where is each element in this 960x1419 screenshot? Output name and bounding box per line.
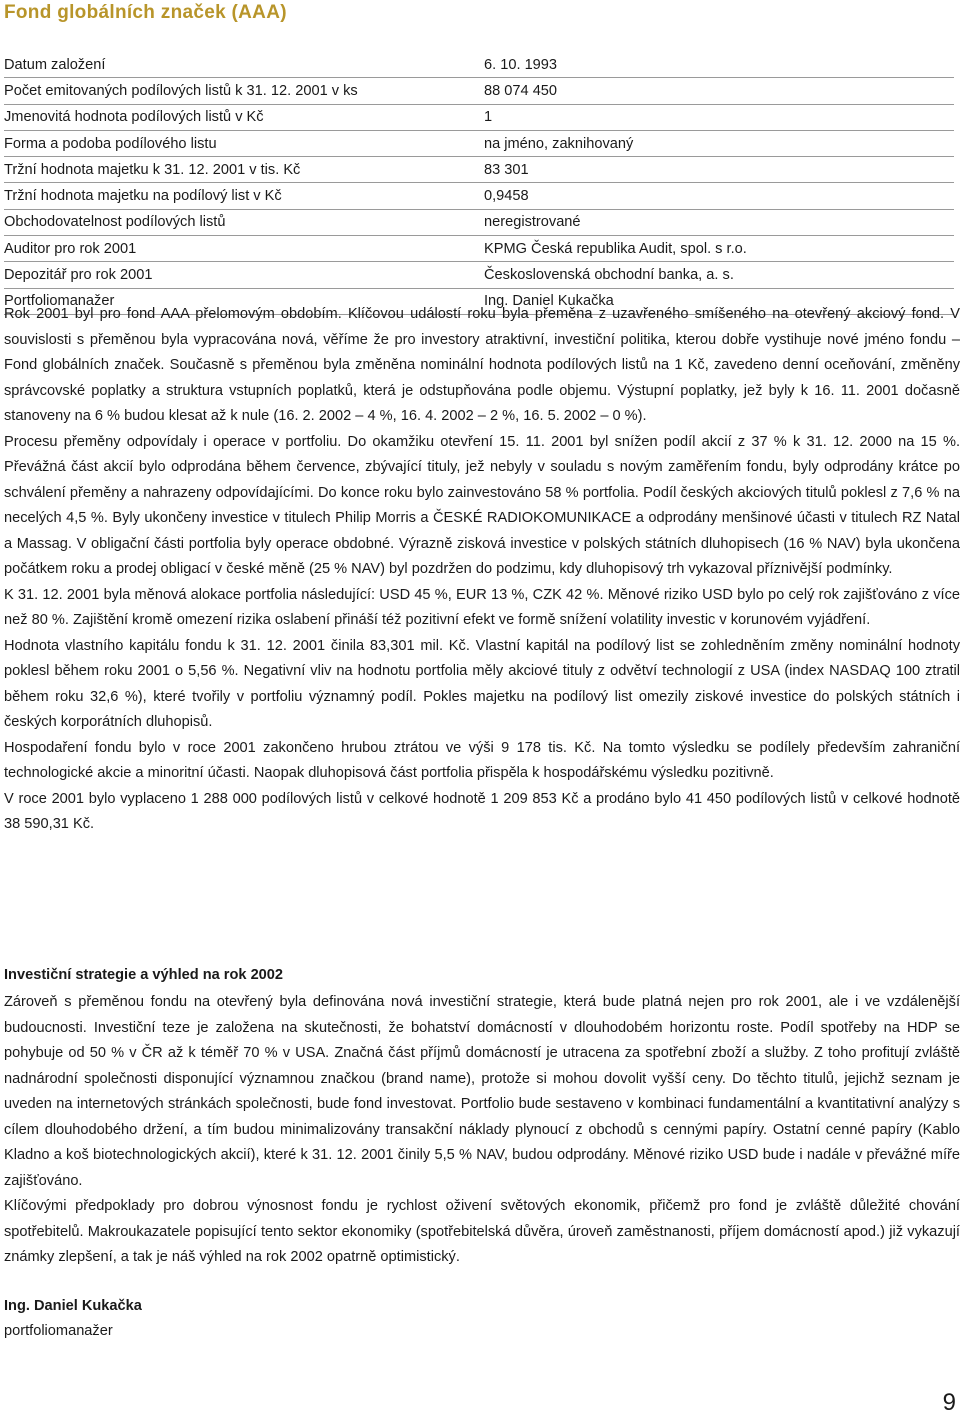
info-row [4,130,954,156]
info-label: Tržní hodnota majetku na podílový list v Kč [4,188,282,205]
page-title: Fond globálních značek (AAA) [4,2,287,23]
info-row [4,209,954,235]
strategy-body [4,990,960,1271]
report-paragraph: Hospodaření fondu bylo v roce 2001 zakončeno hrubou ztrátou ve výši 9 178 tis. Kč. Na tomto výsledku se podílely především zahraniční technologické akcie a minoritní účasti. Naopak dluhopisová část portfolia přispěla k hospodářskému výsledku pozitivně. [4,739,960,781]
info-label: Počet emitovaných podílových listů k 31. 12. 2001 v ks [4,82,358,99]
info-label: Forma a podoba podílového listu [4,135,217,152]
info-value: 1 [484,109,493,126]
strategy-section-title: Investiční strategie a výhled na rok 2002 [4,967,284,983]
info-row [4,52,954,78]
info-label: Tržní hodnota majetku k 31. 12. 2001 v tis. Kč [4,161,301,178]
info-value: KPMG Česká republika Audit, spol. s r.o. [484,240,747,257]
report-paragraph: Rok 2001 byl pro fond AAA přelomovým obdobím. Klíčovou událostí roku byla přeměna z uzavřeného smíšeného na otevřený akciový fond. V souvislosti s přeměnou byla vypracována nová, věříme že pro investory atraktivní, investiční politika, kterou dobře vystihuje nové jméno fondu – Fond globálních značek. Současně s přeměnou byla změněna nominální hodnota podílových listů na 1 Kč, zavedeno denní oceňování, změněny správcovské poplatky a struktura vstupních poplatků, která je odstupňována podle objemu. Výstupní poplatky, jež byly k 16. 11. 2001 dočasně stanoveny na 6 % budou klesat až k nule (16. 2. 2002 – 4 %, 16. 4. 2002 – 2 %, 16. 5. 2002 – 0 %). [4,306,960,424]
info-value: 83 301 [484,161,529,178]
info-label: Depozitář pro rok 2001 [4,267,153,284]
info-value: 88 074 450 [484,82,558,99]
info-label: Auditor pro rok 2001 [4,240,137,257]
info-value: Československá obchodní banka, a. s. [484,267,734,284]
strategy-paragraph: Klíčovými předpoklady pro dobrou výnosnost fondu je rychlost oživení světových ekonomik, přičemž pro fond je zvláště důležité chování spotřebitelů. Makroukazatele popisující tento sektor ekonomiky (spotřebitelská důvěra, úroveň zaměstnanosti, příjem domácností apod.) již vykazují známky zlepšení, a tak je náš výhled na rok 2002 opatrně optimistický. [4,1198,960,1265]
info-value: 6. 10. 1993 [484,56,558,73]
signature-role: portfoliomanažer [4,1323,113,1339]
info-value: na jméno, zaknihovaný [484,135,634,152]
strategy-paragraph: Zároveň s přeměnou fondu na otevřený byla definována nová investiční strategie, která bude platná nejen pro rok 2001, ale i ve vzdálenější budoucnosti. Investiční teze je založena na skutečnosti, že bohatství domácností v dlouhodobém horizontu roste. Podíl spotřeby na HDP se pohybuje od 50 % v ČR až k téměř 70 % v USA. Značná část příjmů domácností je utracena za spotřební zboží a služby. Z toho profitují zvláště nadnárodní společnosti disponující významnou značkou (brand name), protože si mohou dovolit vyšší ceny. Do těchto titulů, jejichž seznam je uveden na internetových stránkách společnosti, bude fond investovat. Portfolio bude sestaveno v kombinaci fundamentální a kvantitativní analýzy s cílem dlouhodobého držení, a tím budou minimalizovány transakční náklady plynoucí z obchodů s cennými papíry. Ostatní cenné papíry (Kablo Kladno a koš biotechnologických akcií), které k 31. 12. 2001 činily 5,5 % NAV, budou odprodány. Měnové riziko USD bude i nadále v převážné míře zajišťováno. [4,994,960,1189]
info-row [4,78,954,104]
info-row [4,104,954,130]
info-value: neregistrované [484,214,581,231]
info-label: Portfoliomanažer [4,293,115,310]
page-number: 9 [942,1389,956,1416]
report-paragraph: Procesu přeměny odpovídaly i operace v portfoliu. Do okamžiku otevření 15. 11. 2001 byl snížen podíl akcií z 37 % k 31. 12. 2000 na 15 %. Převážná část akcií bylo odprodána během července, zbývající tituly, jež nebyly v souladu s novým zaměřením fondu, byly odprodány krátce po schválení přeměny a nahrazeny odpovídajícími. Do konce roku bylo zainvestováno 58 % portfolia. Podíl českých akciových titulů poklesl z 7,6 % na necelých 4,5 %. Byly ukončeny investice v titulech Philip Morris a ČESKÉ RADIOKOMUNIKACE a odprodány menšinové účasti v titulech RZ Natal a Massag. V obligační části portfolia byly operace obdobné. Výrazně zisková investice v polských státních dluhopisech (16 % NAV) byla ukončena počátkem roku a prodej obligací v české měně (25 % NAV) byl pozdržen do podzimu, kdy dluhopisový trh vykazoval příznivější podmínky. [4,433,960,577]
info-row [4,157,954,183]
info-value: 0,9458 [484,188,529,205]
info-label: Datum založení [4,56,106,73]
info-row [4,183,954,209]
signature-name: Ing. Daniel Kukačka [4,1298,142,1314]
info-row [4,262,954,288]
fund-report-body [4,302,960,838]
info-label: Obchodovatelnost podílových listů [4,214,226,231]
report-paragraph: V roce 2001 bylo vyplaceno 1 288 000 podílových listů v celkové hodnotě 1 209 853 Kč a prodáno bylo 41 450 podílových listů v celkové hodnotě 38 590,31 Kč. [4,790,960,832]
report-paragraph: Hodnota vlastního kapitálu fondu k 31. 12. 2001 činila 83,301 mil. Kč. Vlastní kapitál na podílový list se zohledněním změny nominální hodnoty poklesl během roku 2001 o 5,56 %. Negativní vliv na hodnotu portfolia měly akciové tituly z odvětví technologií z USA (index NASDAQ 100 ztratil během roku 32,6 %), které tvořily v portfoliu významný podíl. Pokles majetku na podílový list omezily ziskové investice do polských státních i českých korporátních dluhopisů. [4,637,960,730]
report-paragraph: K 31. 12. 2001 byla měnová alokace portfolia následující: USD 45 %, EUR 13 %, CZK 42 %. Měnové riziko USD bylo po celý rok zajišťováno z více než 80 %. Zajištění kromě omezení rizika oslabení přináší též pozitivní efekt ve formě snížení volatility investic v korunovém vyjádření. [4,586,960,628]
info-label: Jmenovitá hodnota podílových listů v Kč [4,109,264,126]
info-value: Ing. Daniel Kukačka [484,293,614,310]
fund-info-table [4,52,954,315]
info-row [4,236,954,262]
